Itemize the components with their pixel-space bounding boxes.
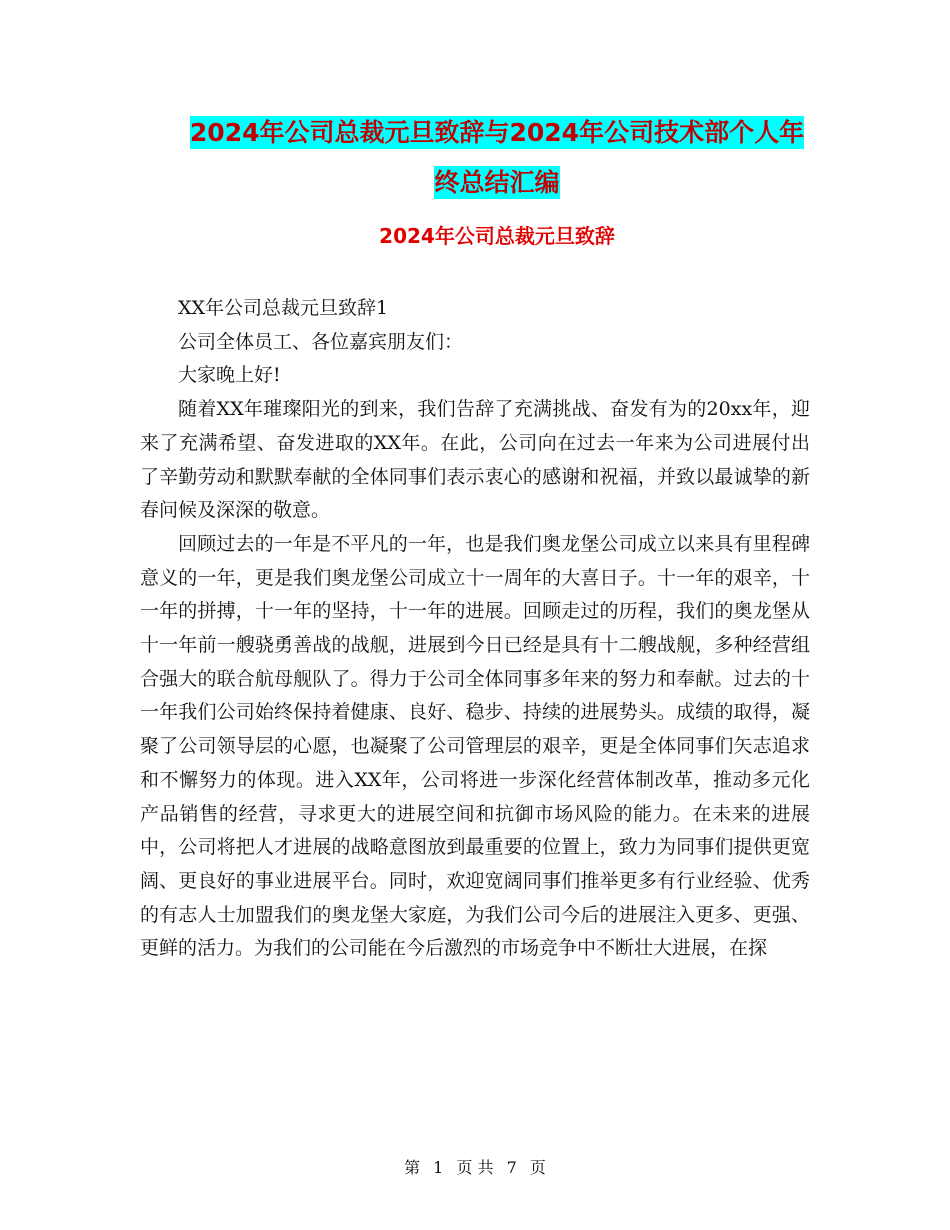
paragraph: 回顾过去的一年是不平凡的一年，也是我们奥龙堡公司成立以来具有里程碑意义的一年，更是我们奥龙堡公司成立十一周年的大喜日子。十一年的艰辛，十一年的拼搏，十一年的坚持，十一年的进展。回顾走过的历程，我们的奥龙堡从十一年前一艘骁勇善战的战舰，进展到今日已经是具有十二艘战舰，多种经营组合强大的联合航母舰队了。得力于公司全体同事多年来的努力和奉献。过去的十一年我们公司始终保持着健康、良好、稳步、持续的进展势头。成绩的取得，凝聚了公司领导层的心愿，也凝聚了公司管理层的艰辛，更是全体同事们矢志追求和不懈努力的体现。进入XX年，公司将进一步深化经营体制改革，推动多元化产品销售的经营，寻求更大的进展空间和抗御市场风险的能力。在未来的进展中，公司将把人才进展的战略意图放到最重要的位置上，致力为同事们提供更宽阔、更良好的事业进展平台。同时，欢迎宽阔同事们推举更多有行业经验、优秀的有志人士加盟我们的奥龙堡大家庭，为我们公司今后的进展注入更多、更强、更鲜的活力。为我们的公司能在今后激烈的市场竞争中不断壮大进展，在探 (140, 532, 810, 960)
document-title-line-1: 2024年公司总裁元旦致辞与2024年公司技术部个人年 (189, 118, 805, 147)
paragraph: 公司全体员工、各位嘉宾朋友们： (178, 330, 464, 353)
page-label-prefix: 第 (404, 1158, 421, 1177)
page-label-mid: 页 共 (456, 1158, 494, 1177)
section-title: 2024年公司总裁元旦致辞 (379, 224, 615, 248)
total-pages: 7 (506, 1158, 517, 1177)
page-footer (0, 1155, 950, 1178)
page-label-suffix: 页 (529, 1158, 546, 1177)
paragraph: 大家晚上好! (178, 364, 281, 387)
document-title (140, 108, 854, 208)
page-number: 1 (433, 1158, 444, 1177)
document-title-line-2: 终总结汇编 (434, 168, 560, 197)
document-body (140, 292, 810, 966)
paragraph: 随着XX年璀璨阳光的到来，我们告辞了充满挑战、奋发有为的20xx年，迎来了充满希望、奋发进取的XX年。在此，公司向在过去一年来为公司进展付出了辛勤劳动和默默奉献的全体同事们表示衷心的感谢和祝福，并致以最诚挚的新春问候及深深的敬意。 (140, 398, 810, 522)
paragraph: XX年公司总裁元旦致辞1 (178, 297, 389, 319)
